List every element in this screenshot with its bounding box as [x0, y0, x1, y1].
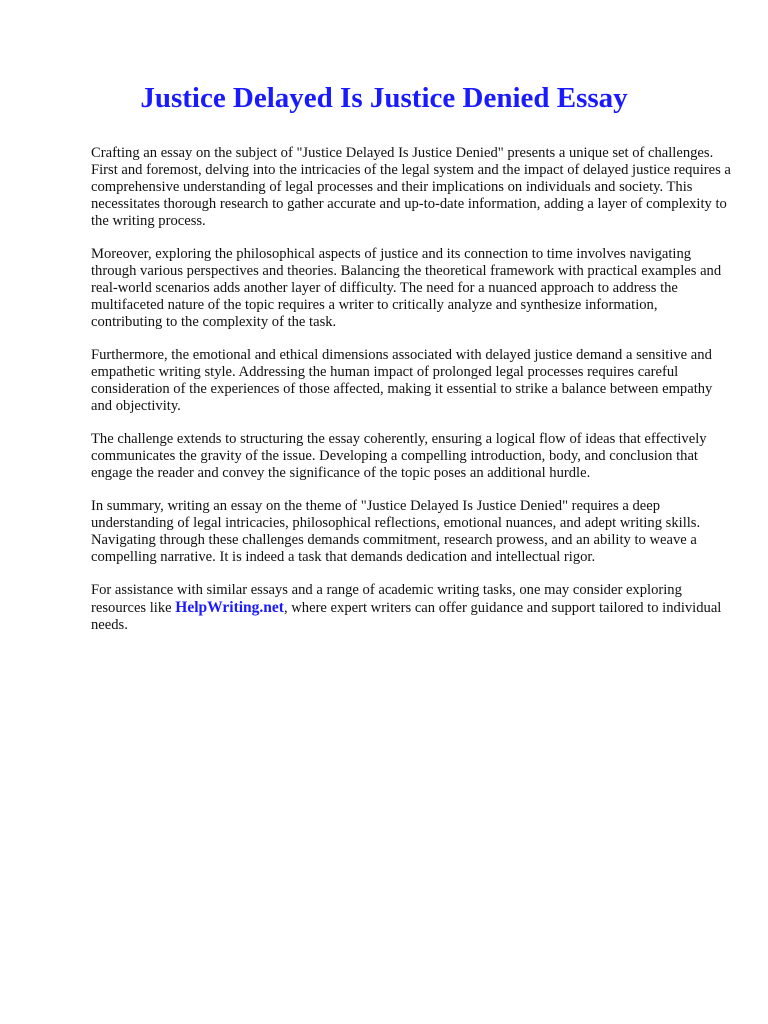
closing-paragraph	[91, 582, 731, 634]
paragraph-2: Moreover, exploring the philosophical aspects of justice and its connection to time involves navigating through various perspectives and theories. Balancing the theoretical framework with practical examples and real-world scenarios adds another layer of difficulty. The need for a nuanced approach to address the multifaceted nature of the topic requires a writer to critically analyze and synthesize information, contributing to the complexity of the task.	[91, 246, 722, 330]
paragraph-4: The challenge extends to structuring the essay coherently, ensuring a logical flow of ideas that effectively communicates the gravity of the issue. Developing a compelling introduction, body, and conclusion that engage the reader and convey the significance of the topic poses an additional hurdle.	[91, 431, 707, 481]
closing-text-before-link: For assistance with similar essays and a range of academic writing tasks, one may consider exploring resources like	[91, 582, 682, 616]
page-title: Justice Delayed Is Justice Denied Essay	[140, 82, 628, 114]
closing-text-after-link: , where expert writers can offer guidance and support tailored to individual needs.	[91, 600, 722, 633]
paragraph-3: Furthermore, the emotional and ethical dimensions associated with delayed justice demand a sensitive and empathetic writing style. Addressing the human impact of prolonged legal processes requires careful consideration of the experiences of those affected, making it essential to strike a balance between empathy and objectivity.	[91, 347, 713, 414]
paragraph-1: Crafting an essay on the subject of "Justice Delayed Is Justice Denied" presents a unique set of challenges. First and foremost, delving into the intricacies of the legal system and the impact of delayed justice requires a comprehensive understanding of legal processes and their implications on individuals and society. This necessitates thorough research to gather accurate and up-to-date information, adding a layer of complexity to the writing process.	[91, 145, 731, 229]
paragraph-5: In summary, writing an essay on the theme of "Justice Delayed Is Justice Denied" requires a deep understanding of legal intricacies, philosophical reflections, emotional nuances, and adept writing skills. Navigating through these challenges demands commitment, research prowess, and an ability to weave a compelling narrative. It is indeed a task that demands dedication and intellectual rigor.	[91, 498, 701, 565]
helpwriting-link[interactable]: HelpWriting.net	[175, 599, 284, 616]
essay-body	[91, 145, 731, 650]
